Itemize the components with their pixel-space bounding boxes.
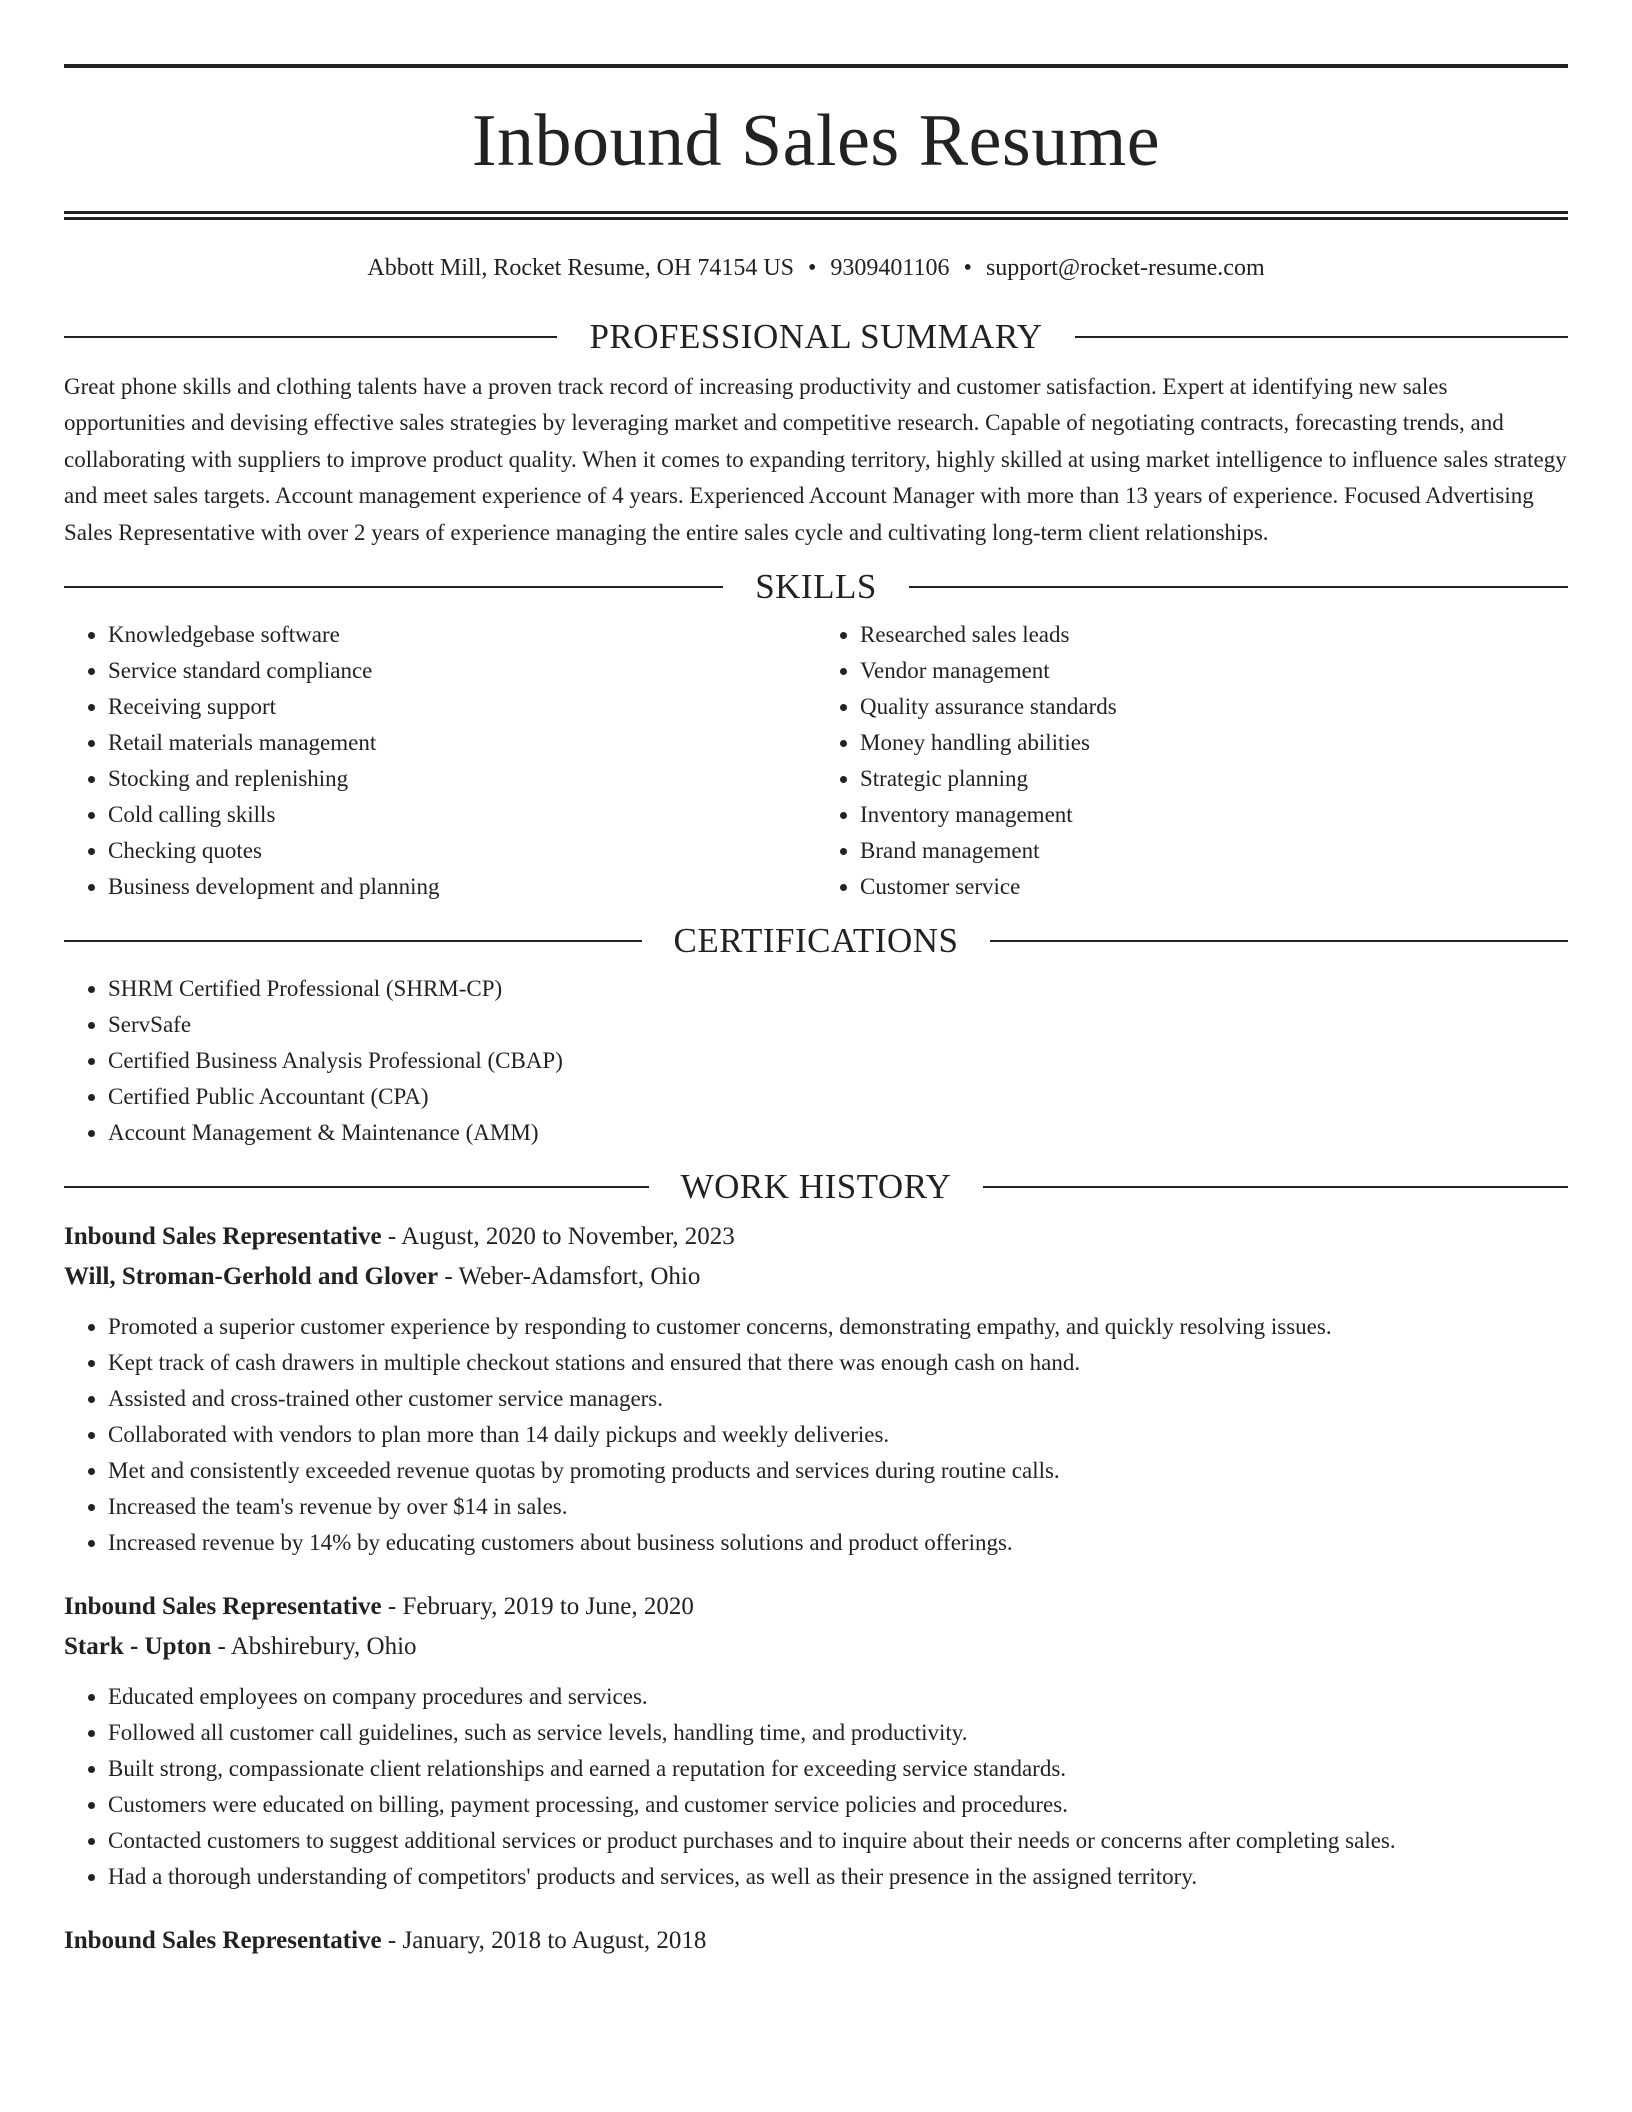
job-location: - Abshirebury, Ohio	[211, 1633, 417, 1661]
resume-title: Inbound Sales Resume	[471, 100, 1161, 182]
job-bullet: • Kept track of cash drawers in multiple checkout stations and ensured that there was enough cash on hand.	[108, 1345, 1568, 1381]
skill-item: • Knowledgebase software	[108, 617, 816, 653]
heading-rule	[64, 940, 642, 942]
skill-item: • Business development and planning	[108, 869, 816, 905]
job-dates: - February, 2019 to June, 2020	[381, 1593, 694, 1621]
job-bullet: • Built strong, compassionate client relationships and earned a reputation for exceeding service standards.	[108, 1751, 1568, 1787]
skill-item: • Money handling abilities	[860, 725, 1568, 761]
job-bullet: • Increased revenue by 14% by educating customers about business solutions and product offerings.	[108, 1525, 1568, 1561]
top-rule	[64, 64, 1568, 68]
job-bullet: • Met and consistently exceeded revenue quotas by promoting products and services during routine calls.	[108, 1453, 1568, 1489]
contact-line	[64, 253, 1568, 283]
skill-item: • Service standard compliance	[108, 653, 816, 689]
certification-item: • SHRM Certified Professional (SHRM-CP)	[108, 971, 1568, 1007]
job-dates: - August, 2020 to November, 2023	[381, 1223, 735, 1251]
job-bullet: • Contacted customers to suggest additional services or product purchases and to inquire about their needs or concerns after completing sales.	[108, 1823, 1568, 1859]
summary-heading	[64, 317, 1568, 357]
work-history-heading	[64, 1167, 1568, 1207]
certification-item: • ServSafe	[108, 1007, 1568, 1043]
heading-rule	[64, 336, 557, 338]
address: Abbott Mill, Rocket Resume, OH 74154 US	[367, 255, 795, 281]
skill-item: • Strategic planning	[860, 761, 1568, 797]
job-title-line	[64, 1217, 1568, 1257]
skill-item: • Inventory management	[860, 797, 1568, 833]
job-bullet: • Had a thorough understanding of competitors' products and services, as well as their presence in the assigned territory.	[108, 1859, 1568, 1895]
skill-item: • Customer service	[860, 869, 1568, 905]
certification-item: • Certified Business Analysis Professional (CBAP)	[108, 1043, 1568, 1079]
skill-item: • Checking quotes	[108, 833, 816, 869]
job-company-line	[64, 1257, 1568, 1297]
contact-separator: •	[963, 255, 972, 281]
job-bullet: • Educated employees on company procedures and services.	[108, 1679, 1568, 1715]
section-title: SKILLS	[755, 567, 877, 607]
job-bullet: • Followed all customer call guidelines, such as service levels, handling time, and productivity.	[108, 1715, 1568, 1751]
summary-text: Great phone skills and clothing talents have a proven track record of increasing productivity and customer satisfaction. Expert at identifying new sales opportunities and devising effective sales strategies by leveraging market and competitive research. Capable of negotiating contracts, forecasting trends, and collaborating with suppliers to improve product quality. When it comes to expanding territory, highly skilled at using market intelligence to influence sales strategy and meet sales targets. Account management experience of 4 years. Experienced Account Manager with more than 13 years of experience. Focused Advertising Sales Representative with over 2 years of experience managing the entire sales cycle and cultivating long-term client relationships.	[64, 374, 1567, 545]
certifications-heading	[64, 921, 1568, 961]
heading-rule	[64, 586, 723, 588]
heading-rule	[64, 1186, 649, 1188]
skill-item: • Quality assurance standards	[860, 689, 1568, 725]
skills-heading	[64, 567, 1568, 607]
skill-item: • Retail materials management	[108, 725, 816, 761]
section-title: CERTIFICATIONS	[673, 921, 959, 961]
phone: 9309401106	[830, 255, 950, 281]
heading-rule	[983, 1186, 1568, 1188]
skill-item: • Researched sales leads	[860, 617, 1568, 653]
job-title-line	[64, 1921, 1568, 1961]
heading-rule	[990, 940, 1568, 942]
skill-item: • Cold calling skills	[108, 797, 816, 833]
skill-item: • Stocking and replenishing	[108, 761, 816, 797]
job-entry	[64, 1921, 1568, 1961]
job-title: Inbound Sales Representative	[64, 1223, 382, 1251]
job-company-line	[64, 1627, 1568, 1667]
skill-item: • Vendor management	[860, 653, 1568, 689]
skills-grid	[64, 617, 1568, 905]
job-title: Inbound Sales Representative	[64, 1593, 382, 1621]
job-bullet: • Assisted and cross-trained other customer service managers.	[108, 1381, 1568, 1417]
job-bullet: • Increased the team's revenue by over $14 in sales.	[108, 1489, 1568, 1525]
section-title: PROFESSIONAL SUMMARY	[589, 317, 1043, 356]
section-title: WORK HISTORY	[680, 1167, 952, 1207]
job-title-line	[64, 1587, 1568, 1627]
job-bullets	[64, 1309, 1568, 1561]
heading-rule	[1075, 336, 1568, 338]
double-rule	[64, 211, 1568, 220]
certification-item: • Account Management & Maintenance (AMM)	[108, 1115, 1568, 1151]
job-location: - Weber-Adamsfort, Ohio	[438, 1263, 701, 1291]
skill-item: • Brand management	[860, 833, 1568, 869]
job-bullet: • Promoted a superior customer experience by responding to customer concerns, demonstrating empathy, and quickly resolving issues.	[108, 1309, 1568, 1345]
certifications-list	[64, 971, 1568, 1151]
skill-item: • Receiving support	[108, 689, 816, 725]
job-company: Stark - Upton	[64, 1633, 212, 1661]
skills-list-left	[64, 617, 816, 905]
job-bullet: • Customers were educated on billing, payment processing, and customer service policies and procedures.	[108, 1787, 1568, 1823]
job-company: Will, Stroman-Gerhold and Glover	[64, 1263, 439, 1291]
job-dates: - January, 2018 to August, 2018	[381, 1927, 707, 1955]
job-bullet: • Collaborated with vendors to plan more than 14 daily pickups and weekly deliveries.	[108, 1417, 1568, 1453]
certification-item: • Certified Public Accountant (CPA)	[108, 1079, 1568, 1115]
job-entry	[64, 1217, 1568, 1561]
contact-separator: •	[808, 255, 817, 281]
email: support@rocket-resume.com	[985, 255, 1265, 281]
heading-rule	[909, 586, 1568, 588]
job-title: Inbound Sales Representative	[64, 1927, 382, 1955]
resume-page	[64, 64, 1568, 1961]
job-entry	[64, 1587, 1568, 1895]
skills-list-right	[816, 617, 1568, 905]
job-bullets	[64, 1679, 1568, 1895]
